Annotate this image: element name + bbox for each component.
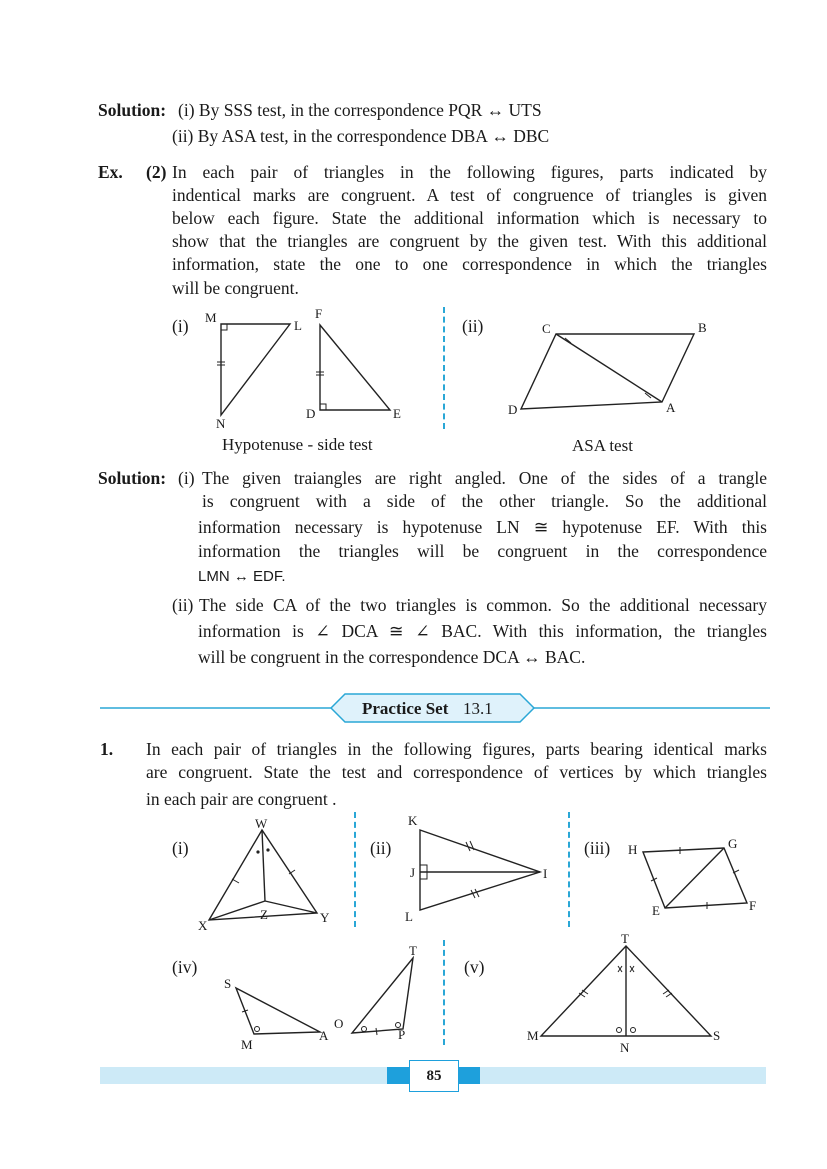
paragraph-line: show that the triangles are congruent by the given test. With this additional bbox=[172, 231, 767, 251]
vertex-label: N bbox=[620, 1040, 630, 1055]
vertex-label: L bbox=[294, 318, 302, 333]
vertex-label: H bbox=[628, 842, 638, 857]
paragraph-line: The side CA of the two triangles is common. So the additional necessary bbox=[199, 595, 767, 615]
vertex-label: M bbox=[205, 310, 217, 325]
figure-caption: ASA test bbox=[572, 436, 633, 455]
vertex-label: M bbox=[527, 1028, 539, 1043]
vertex-label: K bbox=[408, 813, 418, 828]
vertex-label: S bbox=[224, 976, 232, 991]
vertex-label: T bbox=[621, 931, 629, 946]
vertex-label: M bbox=[241, 1037, 253, 1052]
practice-set-number: 13.1 bbox=[463, 699, 493, 718]
vertex-label: G bbox=[728, 836, 738, 851]
paragraph-line: The given traiangles are right angled. One of the sides of a trangle bbox=[202, 468, 767, 488]
question-line: are congruent. State the test and correspondence of vertices by which triangles bbox=[146, 762, 767, 782]
vertex-label: T bbox=[409, 943, 417, 958]
example-number: (2) bbox=[146, 162, 167, 182]
item-number: (i) bbox=[178, 468, 195, 488]
vertex-label: W bbox=[255, 816, 268, 831]
figure-number: (v) bbox=[464, 957, 485, 977]
vertex-label: C bbox=[542, 321, 551, 336]
question-number: 1. bbox=[100, 739, 114, 759]
vertex-label: E bbox=[393, 406, 401, 421]
vertex-label: F bbox=[315, 306, 323, 321]
paragraph-line: will be congruent in the correspondence DCA ↔ BAC. bbox=[198, 647, 586, 667]
vertex-label: X bbox=[198, 918, 208, 933]
paragraph-line: information the triangles will be congruent in the correspondence bbox=[198, 541, 767, 561]
figure-caption: Hypotenuse - side test bbox=[222, 435, 373, 454]
vertex-label: F bbox=[749, 898, 757, 913]
vertex-label: A bbox=[319, 1028, 329, 1043]
vertex-label: J bbox=[410, 865, 416, 880]
example-label: Ex. bbox=[98, 162, 123, 182]
figure-number: (ii) bbox=[462, 316, 484, 336]
page-number: 85 bbox=[409, 1060, 459, 1092]
paragraph-line: information necessary is hypotenuse LN ≅ hypotenuse EF. With this bbox=[198, 517, 767, 537]
figure-number: (i) bbox=[172, 316, 189, 336]
paragraph-line: below each figure. State the additional information which is necessary to bbox=[172, 208, 767, 228]
figure-number: (i) bbox=[172, 838, 189, 858]
figure-number: (iv) bbox=[172, 957, 198, 977]
vertex-label: D bbox=[508, 402, 518, 417]
item-number: (ii) bbox=[172, 595, 194, 615]
vertex-label: B bbox=[698, 320, 707, 335]
paragraph-line: will be congruent. bbox=[172, 278, 299, 298]
vertex-label: A bbox=[666, 400, 676, 415]
figure-number: (ii) bbox=[370, 838, 392, 858]
vertex-label: D bbox=[306, 406, 316, 421]
paragraph-line: information, state the one to one correspondence in which the triangles bbox=[172, 254, 767, 274]
vertex-label: P bbox=[398, 1027, 406, 1042]
solution-line: (i) By SSS test, in the correspondence PQR ↔ UTS bbox=[178, 100, 542, 120]
paragraph-line: is congruent with a side of the other triangle. So the additional bbox=[202, 491, 767, 511]
practice-set-title: Practice Set bbox=[362, 699, 449, 718]
vertex-label: L bbox=[405, 909, 413, 924]
paragraph-line: In each pair of triangles in the following figures, parts indicated by bbox=[172, 162, 767, 182]
solution-label: Solution: bbox=[98, 100, 167, 120]
paragraph-line: information is ∠ DCA ≅ ∠ BAC. With this information, the triangles bbox=[198, 621, 767, 641]
vertex-label: Y bbox=[320, 910, 330, 925]
question-line: in each pair are congruent . bbox=[146, 789, 337, 809]
vertex-label: N bbox=[216, 416, 226, 431]
paragraph-line: LMN ↔ EDF. bbox=[198, 568, 286, 585]
vertex-label: O bbox=[334, 1016, 344, 1031]
solution-line: (ii) By ASA test, in the correspondence DBA ↔ DBC bbox=[172, 126, 550, 146]
question-line: In each pair of triangles in the following figures, parts bearing identical marks bbox=[146, 739, 767, 759]
vertex-label: Z bbox=[260, 907, 268, 922]
solution-label: Solution: bbox=[98, 468, 167, 488]
paragraph-line: indentical marks are congruent. A test of congruence of triangles is given bbox=[172, 185, 767, 205]
figure-number: (iii) bbox=[584, 838, 611, 858]
vertex-label: S bbox=[713, 1028, 721, 1043]
vertex-label: E bbox=[652, 903, 660, 918]
vertex-label: I bbox=[543, 866, 548, 881]
